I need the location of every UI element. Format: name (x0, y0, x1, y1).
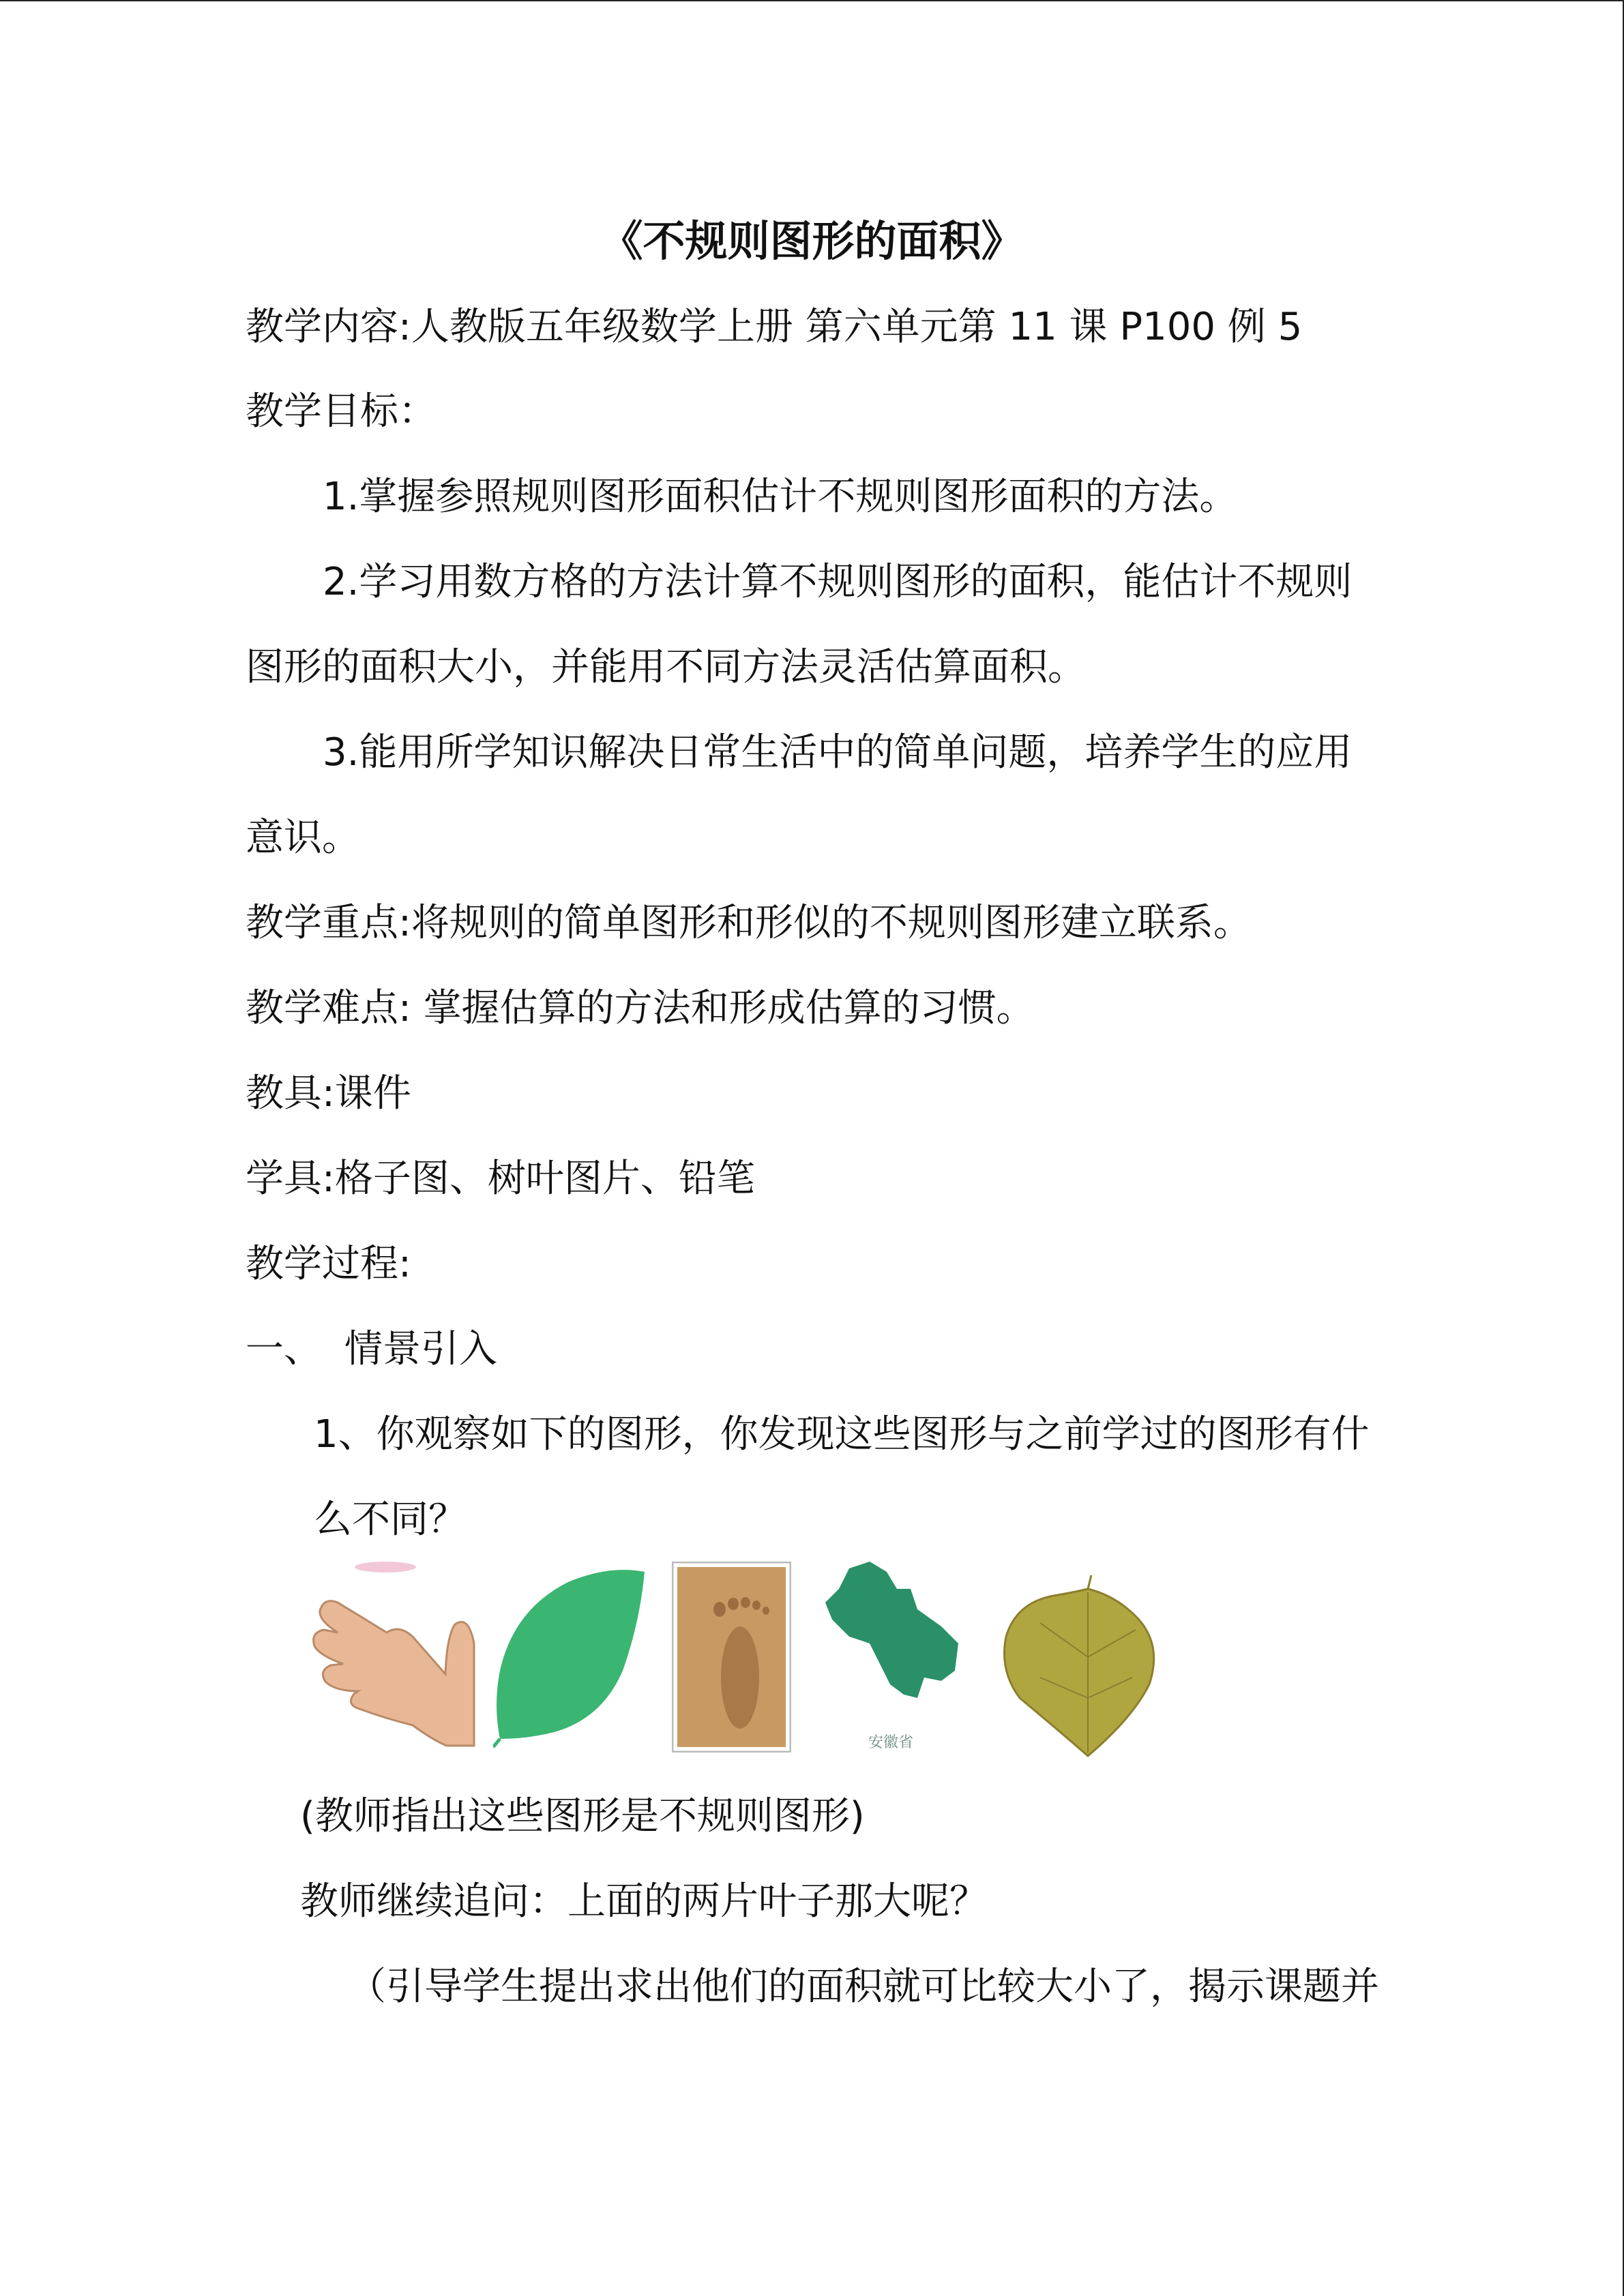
teacher-note-1: (教师指出这些图形是不规则图形) (300, 1794, 865, 1838)
objectives-heading: 教学目标： (246, 389, 437, 434)
question-1-line1: 1、你观察如下的图形，你发现这些图形与之前学过的图形有什 (314, 1412, 1370, 1457)
irregular-shapes-figures (310, 1562, 1170, 1766)
question-1-line2: 么不同？ (314, 1497, 467, 1542)
process-heading: 教学过程: (246, 1242, 411, 1286)
teacher-tools: 教具:课件 (246, 1071, 411, 1116)
teacher-note-3: （引导学生提出求出他们的面积就可比较大小了，揭示课题并 (348, 1965, 1379, 2009)
document-title: 《不规则图形的面积》 (600, 216, 1024, 266)
section-1-number: 一、 (246, 1327, 322, 1371)
footprint-image (672, 1562, 791, 1753)
teaching-content: 教学内容:人教版五年级数学上册 第六单元第 11 课 P100 例 5 (246, 305, 1303, 349)
student-tools: 学具:格子图、树叶图片、铅笔 (246, 1157, 755, 1201)
anhui-map-image (822, 1562, 965, 1753)
green-leaf-image (493, 1568, 647, 1749)
difficulty: 教学难点: 掌握估算的方法和形成估算的习惯。 (246, 986, 1035, 1030)
key-point: 教学重点:将规则的简单图形和形似的不规则图形建立联系。 (246, 901, 1252, 945)
objective-3-line2: 意识。 (246, 816, 360, 860)
objective-3-line1: 3.能用所学知识解决日常生活中的简单问题，培养学生的应用 (323, 730, 1353, 775)
section-1-title: 情景引入 (344, 1327, 497, 1371)
objective-2-line1: 2.学习用数方格的方法计算不规则图形的面积，能估计不规则 (323, 560, 1353, 604)
dry-leaf-image (999, 1575, 1163, 1759)
map-caption: 安徽省 (868, 1734, 914, 1751)
hand-image (310, 1562, 481, 1749)
teacher-note-2: 教师继续追问：上面的两片叶子那大呢？ (300, 1879, 988, 1924)
objective-2-line2: 图形的面积大小，并能用不同方法灵活估算面积。 (246, 645, 1086, 689)
objective-1: 1.掌握参照规则图形面积估计不规则图形面积的方法。 (323, 475, 1238, 519)
